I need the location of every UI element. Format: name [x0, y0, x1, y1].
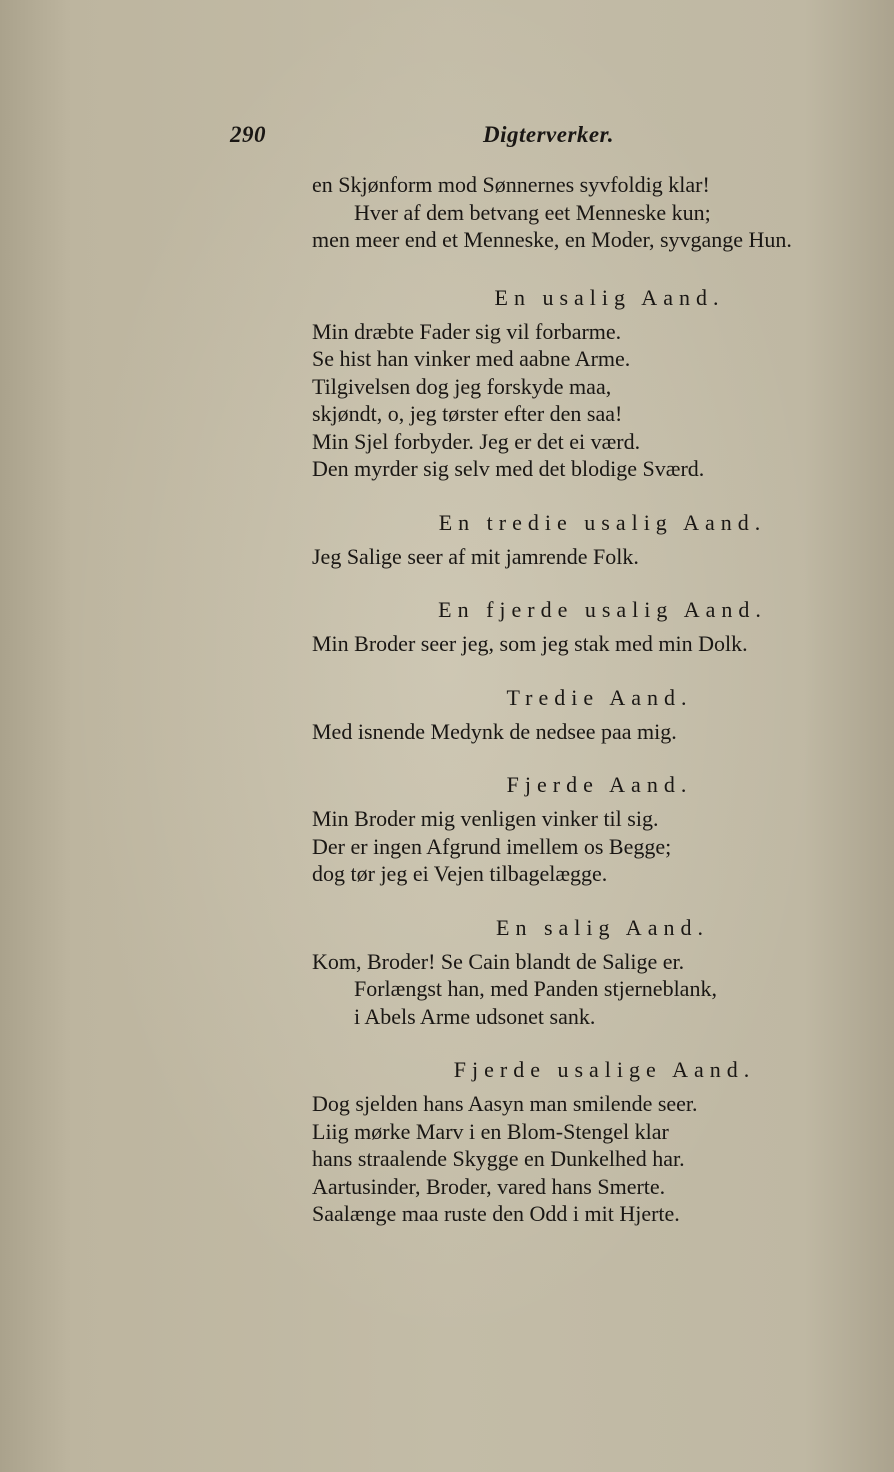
verse-line: Se hist han vinker med aabne Arme. — [312, 346, 631, 371]
verse-line: Liig mørke Marv i en Blom-Stengel klar — [312, 1118, 669, 1144]
speaker-heading: Fjerde Aand. — [506, 772, 693, 797]
verse-line: Jeg Salige seer af mit jamrende Folk. — [312, 543, 639, 569]
speaker-heading: En salig Aand. — [496, 914, 709, 940]
verse-line: Forlængst han, med Panden stjerneblank, — [354, 976, 717, 1001]
verse-line: Min Broder seer jeg, som jeg stak med min Dolk. — [312, 631, 748, 656]
speaker-heading: En usalig Aand. — [494, 284, 725, 310]
verse-line: Tilgivelsen dog jeg forskyde maa, — [312, 373, 612, 399]
verse-line: Hver af dem betvang eet Menneske kun; — [354, 199, 711, 225]
verse-line: Saalænge maa ruste den Odd i mit Hjerte. — [312, 1201, 680, 1226]
verse-line: men meer end et Menneske, en Moder, syvgange Hun. — [312, 227, 792, 252]
verse-line: dog tør jeg ei Vejen tilbagelægge. — [312, 861, 608, 886]
poem-text — [312, 171, 857, 1228]
verse-line: Min Broder mig venligen vinker til sig. — [312, 806, 659, 831]
verse-line: Min Sjel forbyder. Jeg er det ei værd. — [312, 428, 641, 454]
verse-line: hans straalende Skygge en Dunkelhed har. — [312, 1146, 685, 1171]
verse-line: Dog sjelden hans Aasyn man smilende seer. — [312, 1091, 698, 1116]
page-number: 290 — [230, 122, 266, 147]
verse-line: en Skjønform mod Sønnernes syvfoldig klar! — [312, 172, 710, 197]
speaker-heading: En fjerde usalig Aand. — [438, 597, 767, 622]
running-title: Digterverker. — [483, 122, 615, 147]
verse-line: Den myrder sig selv med det blodige Sværd. — [312, 456, 705, 481]
speaker-heading: Tredie Aand. — [506, 684, 693, 710]
verse-line: Min dræbte Fader sig vil forbarme. — [312, 318, 622, 344]
verse-line: Kom, Broder! Se Cain blandt de Salige er. — [312, 948, 685, 974]
speaker-heading: Fjerde usalige Aand. — [453, 1057, 756, 1082]
verse-line: i Abels Arme udsonet sank. — [354, 1003, 596, 1029]
verse-line: Aartusinder, Broder, vared hans Smerte. — [312, 1173, 666, 1199]
verse-line: Med isnende Medynk de nedsee paa mig. — [312, 718, 677, 744]
speaker-heading: En tredie usalig Aand. — [438, 509, 767, 535]
page-header — [0, 118, 894, 158]
verse-line: Der er ingen Afgrund imellem os Begge; — [312, 833, 672, 859]
verse-line: skjøndt, o, jeg tørster efter den saa! — [312, 401, 623, 426]
